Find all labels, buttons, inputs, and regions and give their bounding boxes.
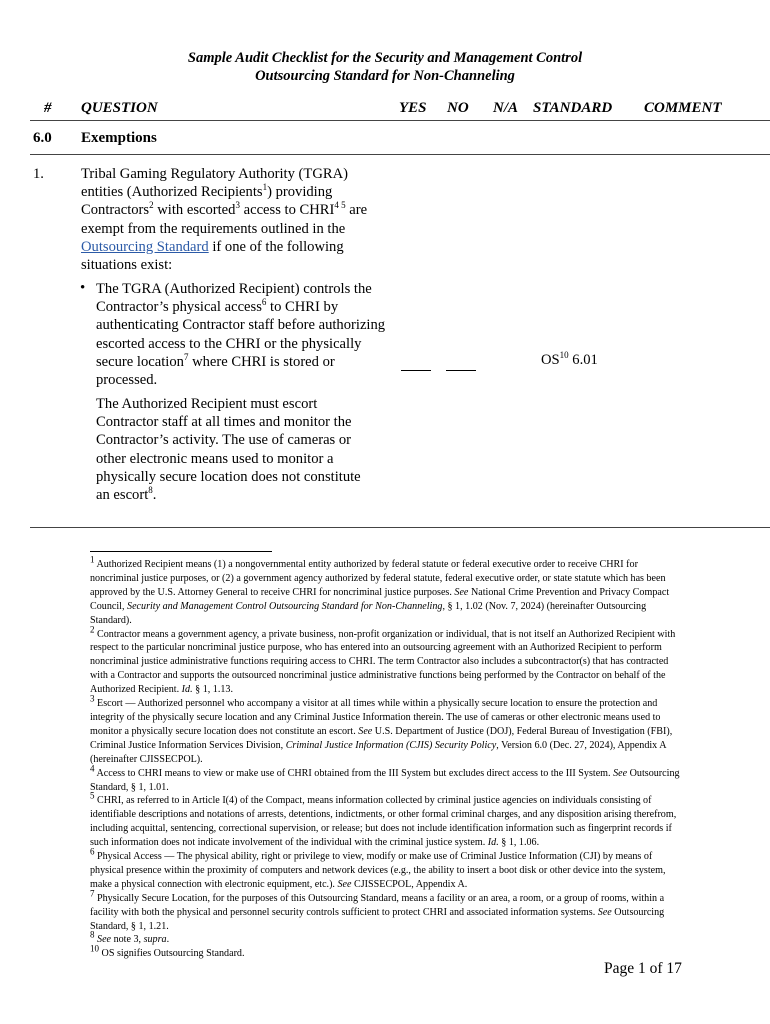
- footnote-2: $^2$ Contractor means a government agency, a private business, non-profit organization or individual, that is not itself an Authorized Recipient with respect to the particular noncriminal justice purpose, who has entered into an outsourcing agreement with an Authorized Recipient to perform noncriminal justice administrative functions requiring access to CHRI. The term Contractor also includes a subcontractor(s) that has contracted with a Contractor and supports the outsourced noncriminal justice administrative functions being performed by the Contractor on behalf of the Authorized Recipient. Id. § 1, 1.13.: [90, 624, 676, 696]
- footnote-ref-2: 2: [149, 200, 154, 211]
- footnote-ref-7: 7: [183, 351, 189, 362]
- column-header-standard: STANDARD: [533, 100, 613, 116]
- footnote-1: $^1$ Authorized Recipient means (1) a nongovernmental entity authorized by federal statute or federal executive order to receive CHRI for noncriminal justice purposes, or (2) a government agency authorized by federal statute, federal executive order, or state statute which has been approved by the U.S. Attorney General to receive CHRI for noncriminal justice purposes. See National Crime Prevention and Privacy Compact Council, Security and Management Control Outsourcing Standard for Non-Channeling, § 1, 1.02 (Nov. 7, 2024) (hereinafter Outsourcing Standard).: [90, 554, 670, 626]
- column-header-yes: YES: [399, 100, 427, 116]
- bullet-icon: •: [80, 280, 86, 296]
- footnote-4: $^4$ Access to CHRI means to view or make use of CHRI obtained from the III System but excludes direct access to the III System. See Outsourcing Standard, § 1, 1.01.: [90, 763, 680, 793]
- document-title-line2: Outsourcing Standard for Non-Channeling: [255, 68, 515, 84]
- question-text: Tribal Gaming Regulatory Authority (TGRA) entities (Authorized Recipients$^1$) providing Contractors$^2$ with escorted$^3$ access to $CHRI^{4 5}$ are exempt from the requirements outlined in the Outsourcing Standard if one of the following situations exist:: [81, 166, 368, 274]
- footnote-ref-8: 8: [148, 485, 153, 496]
- item-number: 1.: [33, 166, 44, 182]
- yes-answer-blank[interactable]: [401, 370, 431, 371]
- document-title-line1: Sample Audit Checklist for the Security and Management Control: [187, 50, 583, 66]
- footnotes: [90, 554, 682, 961]
- standard-reference: OS$^{10}$ 6.01: [541, 350, 598, 368]
- footnote-5: $^5$ CHRI, as referred to in Article I(4) of the Compact, means information collected by criminal justice agencies on individuals consisting of identifiable descriptions and notations of arrests, detentions, indictments, or other formal criminal charges, and any disposition arising therefrom, including acquittal, sentencing, correctional supervision, or release; but does not include identification information such as fingerprint records if such information does not indicate involvement of the individual with the criminal justice system. Id. § 1, 1.06.: [90, 791, 677, 849]
- outsourcing-standard-link[interactable]: Outsourcing Standard: [81, 238, 209, 255]
- column-header-question: QUESTION: [81, 100, 158, 116]
- footnote-6: $^6$ Physical Access — The physical ability, right or privilege to view, modify or make use of Criminal Justice Information (CJI) by means of physical presence within the proximity of computers and network devices (e.g., the ability to insert a boot disk or other device into the system, make a physical connection with electronic equipment, etc.). See CJISSECPOL, Appendix A.: [90, 846, 666, 890]
- column-header-na: N/A: [493, 100, 519, 116]
- footnote-ref-1: 1: [262, 182, 268, 193]
- bullet-text: The TGRA (Authorized Recipient) controls the Contractor’s physical access$^6$ to CHRI by authenticating Contractor staff before authorizing escorted access to the CHRI or the physically secure location$^7$ where CHRI is stored or processed.: [96, 281, 386, 389]
- footnote-separator: [90, 551, 272, 552]
- footnote-8: $^8$ See note 3, supra.: [90, 930, 170, 946]
- footnote-ref-4-5: 4 5: [334, 200, 346, 211]
- column-header-comment: COMMENT: [644, 100, 722, 116]
- column-header-no: NO: [447, 100, 469, 116]
- table-bottom-divider: [30, 527, 770, 528]
- no-answer-blank[interactable]: [446, 370, 476, 371]
- section-divider: [30, 154, 770, 155]
- footnote-ref-3: 3: [235, 200, 240, 211]
- footnote-10: $^{10}$ OS signifies Outsourcing Standard.: [90, 944, 245, 960]
- page-number: Page 1 of 17: [604, 960, 682, 977]
- footnote-ref-6: 6: [261, 297, 267, 308]
- section-number: 6.0: [33, 130, 52, 146]
- footnote-7: $^7$ Physically Secure Location, for the purposes of this Outsourcing Standard, means a facility or an area, a room, or a group of rooms, within a facility with both the physical and personnel security controls sufficient to protect CHRI and associated information systems. See Outsourcing Standard, § 1, 1.21.: [90, 888, 665, 932]
- footnote-ref-10: 10: [559, 350, 569, 361]
- header-divider: [30, 120, 770, 121]
- section-title: Exemptions: [81, 130, 157, 146]
- footnote-3: $^3$ Escort — Authorized personnel who accompany a visitor at all times while within a physically secure location to ensure the protection and integrity of the physically secure location and any Criminal Justice Information therein. The use of cameras or other electronic means used to monitor a physically secure location does not constitute an escort. See U.S. Department of Justice (DOJ), Federal Bureau of Investigation (FBI), Criminal Justice Information Services Division, Criminal Justice Information (CJIS) Security Policy, Version 6.0 (Dec. 27, 2024), Appendix A (hereinafter CJISSECPOL).: [90, 693, 673, 765]
- column-header-num: #: [44, 100, 52, 116]
- escort-paragraph: The Authorized Recipient must escort Contractor staff at all times and monitor the Contractor’s activity. The use of cameras or other electronic means used to monitor a physically secure location does not constitute an escort$^8$.: [96, 396, 361, 504]
